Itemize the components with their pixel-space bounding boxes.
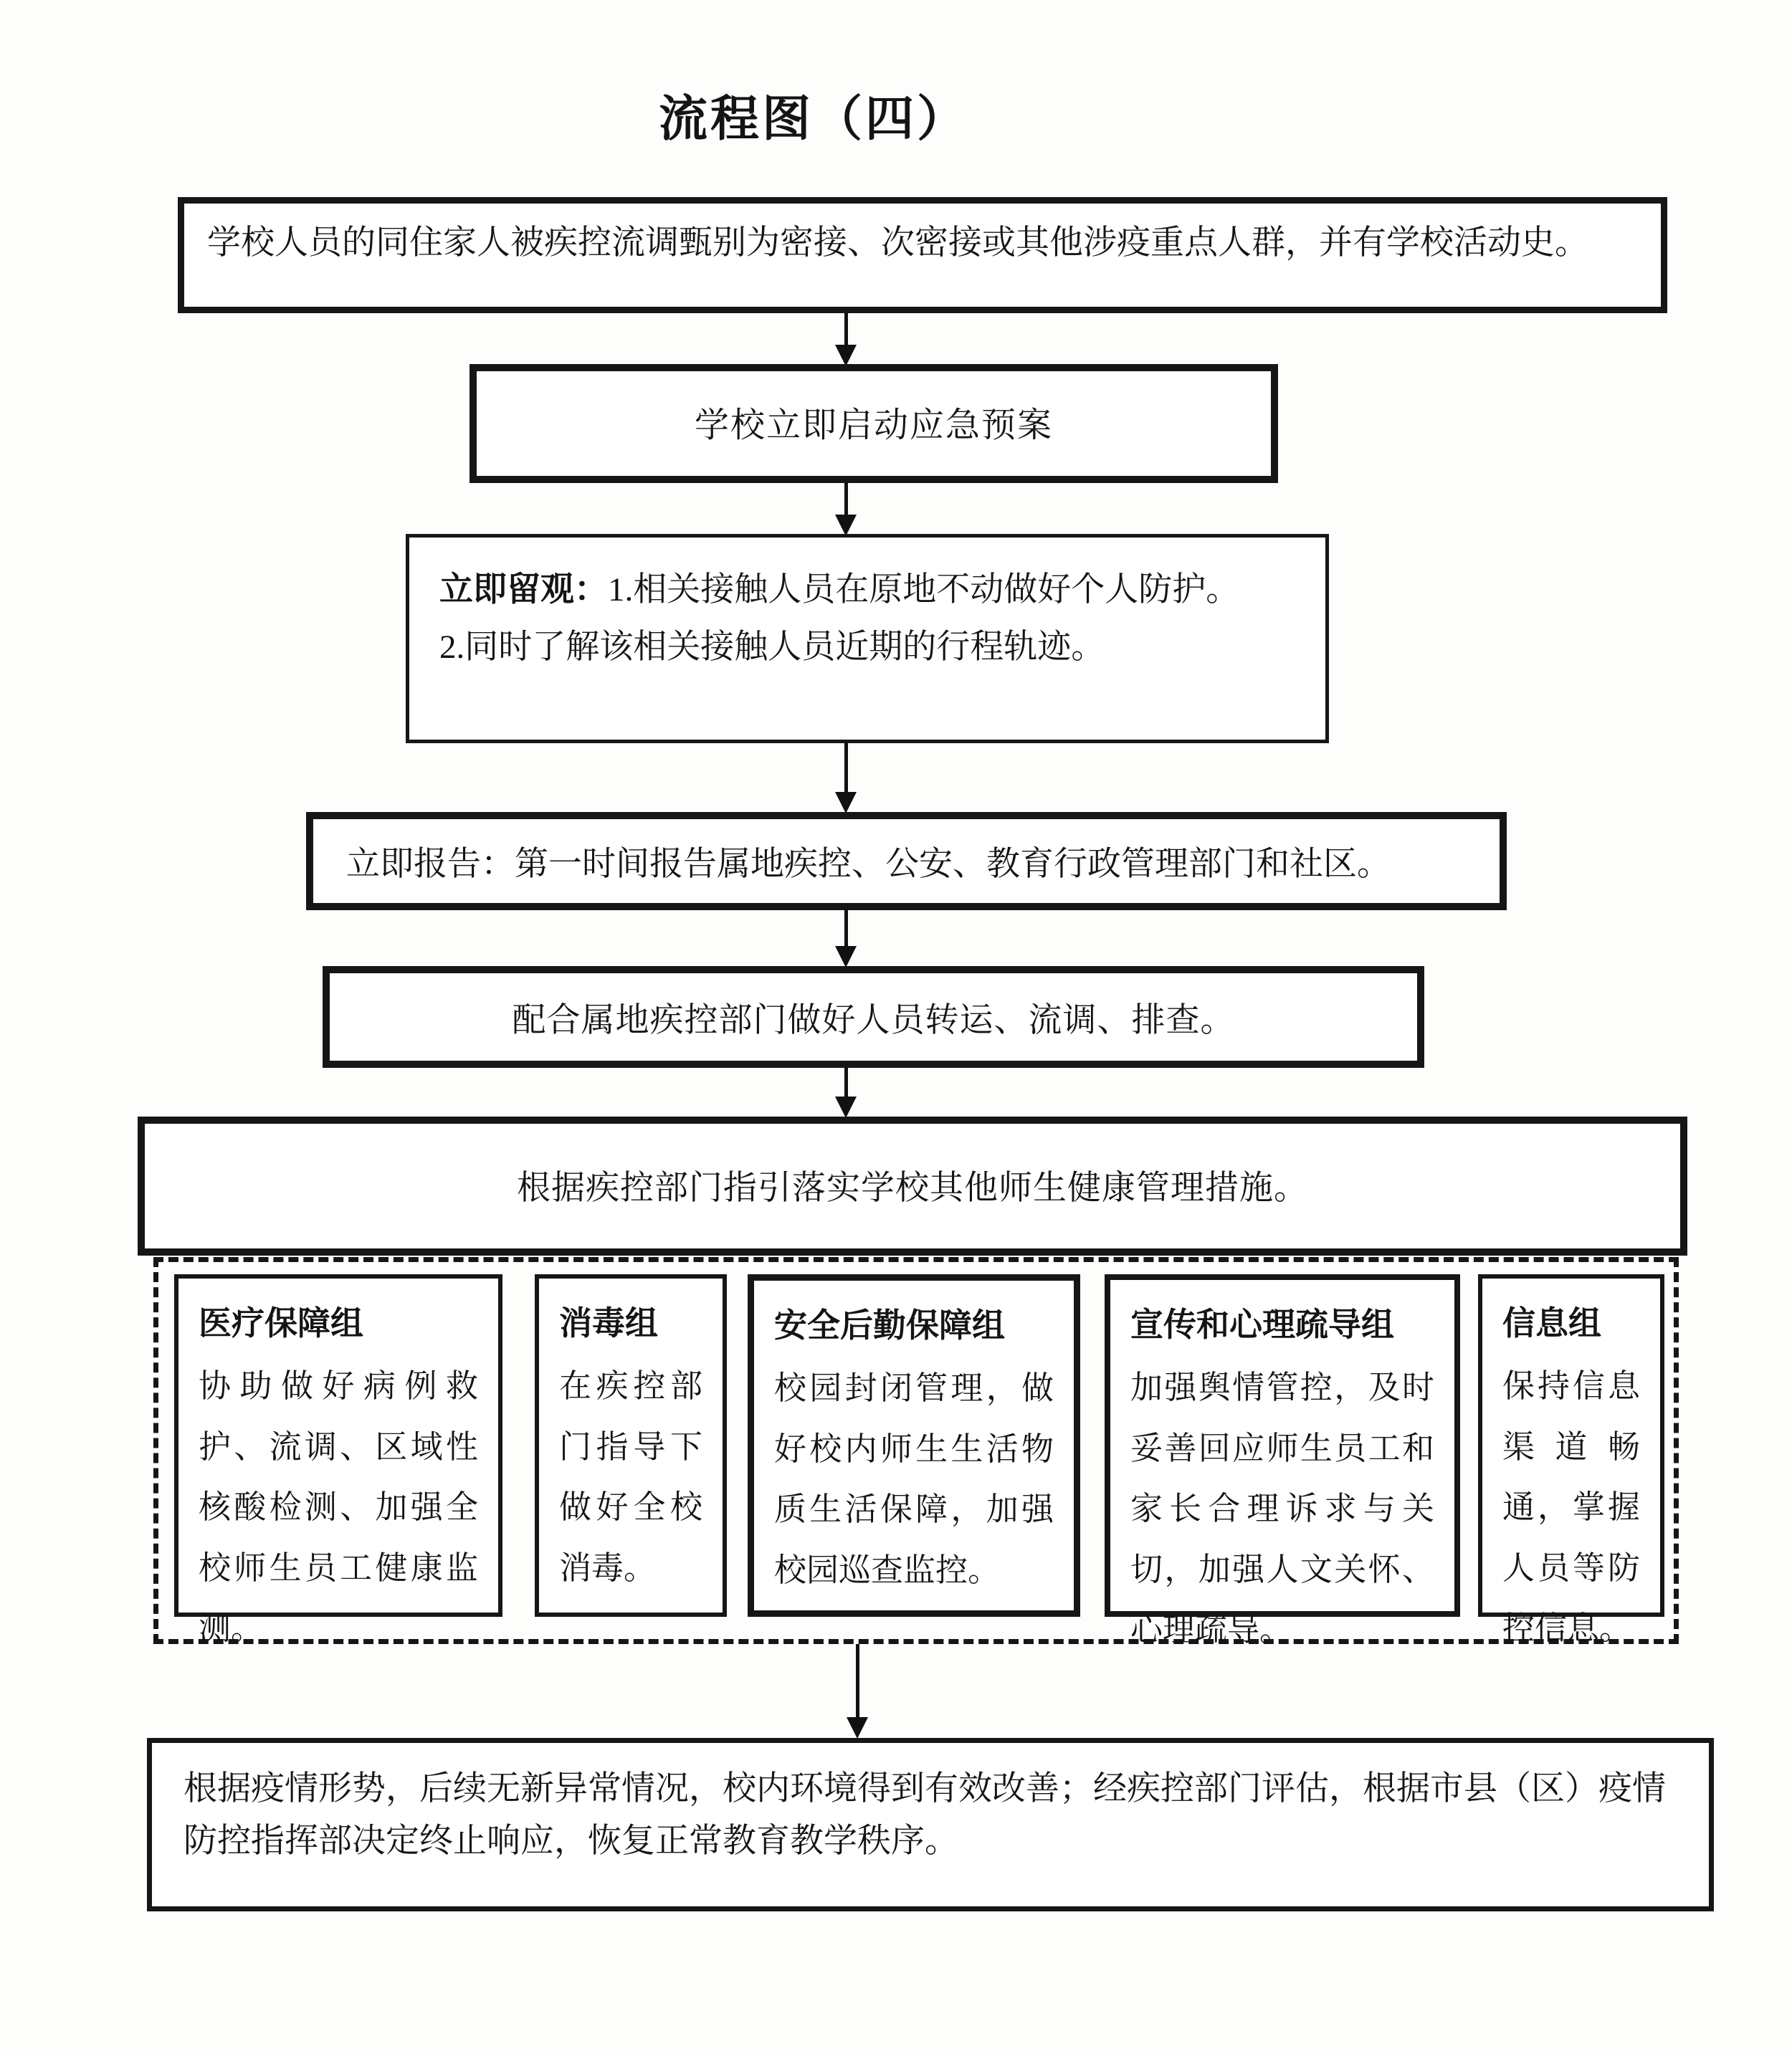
group-box-security-logistics bbox=[748, 1274, 1080, 1617]
final-step-text: 根据疫情形势，后续无新异常情况，校内环境得到有效改善；经疾控部门评估，根据市县（区）疫情防控指挥部决定终止响应，恢复正常教育教学秩序。 bbox=[184, 1770, 1666, 1860]
flow-step-1-text: 学校人员的同住家人被疾控流调甄别为密接、次密接或其他涉疫重点人群，并有学校活动史。 bbox=[207, 224, 1588, 262]
arrow-head-icon bbox=[835, 1097, 857, 1118]
arrow-line bbox=[844, 743, 848, 792]
group-title: 信息组 bbox=[1502, 1304, 1601, 1342]
flow-step-2-text: 学校立即启动应急预案 bbox=[694, 406, 1053, 444]
arrow-line bbox=[844, 910, 848, 946]
flow-step-5-box bbox=[323, 966, 1424, 1068]
flow-step-3-line1 bbox=[439, 560, 1295, 619]
group-title: 宣传和心理疏导组 bbox=[1130, 1306, 1394, 1343]
group-body: 在疾控部门指导下做好全校消毒。 bbox=[559, 1368, 702, 1586]
arrow-head-icon bbox=[835, 345, 857, 366]
group-box-information bbox=[1478, 1274, 1664, 1647]
flow-step-3-line1-text: 1.相关接触人员在原地不动做好个人防护。 bbox=[608, 571, 1240, 608]
group-body: 保持信息渠道畅通，掌握人员等防控信息。 bbox=[1502, 1368, 1640, 1647]
arrow-line bbox=[844, 483, 848, 515]
group-title: 安全后勤保障组 bbox=[774, 1307, 1005, 1344]
final-step-box bbox=[147, 1738, 1714, 1911]
arrow-line bbox=[856, 1644, 859, 1717]
group-box-medical bbox=[174, 1274, 502, 1647]
flow-step-3-box bbox=[406, 534, 1329, 743]
arrow-head-icon bbox=[847, 1717, 868, 1739]
flow-step-6-box bbox=[138, 1117, 1687, 1256]
group-body: 加强舆情管控，及时妥善回应师生员工和家长合理诉求与关切，加强人文关怀、心理疏导。 bbox=[1130, 1370, 1434, 1648]
flow-step-5-text: 配合属地疾控部门做好人员转运、流调、排查。 bbox=[512, 1001, 1235, 1039]
group-box-publicity-counseling bbox=[1105, 1274, 1460, 1648]
arrow-line bbox=[844, 313, 848, 345]
arrow-head-icon bbox=[835, 792, 857, 813]
group-title: 医疗保障组 bbox=[199, 1304, 363, 1342]
group-body: 协助做好病例救护、流调、区域性核酸检测、加强全校师生员工健康监测。 bbox=[199, 1368, 478, 1647]
flow-step-4-text: 立即报告：第一时间报告属地疾控、公安、教育行政管理部门和社区。 bbox=[346, 846, 1391, 883]
group-body: 校园封闭管理，做好校内师生生活物质生活保障，加强校园巡查监控。 bbox=[774, 1370, 1054, 1588]
flow-step-3-line2-text: 2.同时了解该相关接触人员近期的行程轨迹。 bbox=[439, 628, 1105, 666]
flow-step-1-box bbox=[178, 197, 1667, 313]
arrow-line bbox=[844, 1068, 848, 1097]
flow-step-3-line2 bbox=[439, 619, 1295, 677]
arrow-head-icon bbox=[835, 515, 857, 536]
flow-step-4-box bbox=[306, 812, 1507, 910]
page-title: 流程图（四） bbox=[658, 92, 968, 146]
flow-step-3-label: 立即留观： bbox=[439, 570, 608, 608]
flow-step-2-box bbox=[470, 364, 1278, 483]
flow-step-6-text: 根据疾控部门指引落实学校其他师生健康管理措施。 bbox=[517, 1170, 1308, 1207]
group-box-disinfection bbox=[535, 1274, 727, 1617]
arrow-head-icon bbox=[835, 946, 857, 968]
group-title: 消毒组 bbox=[559, 1304, 658, 1342]
